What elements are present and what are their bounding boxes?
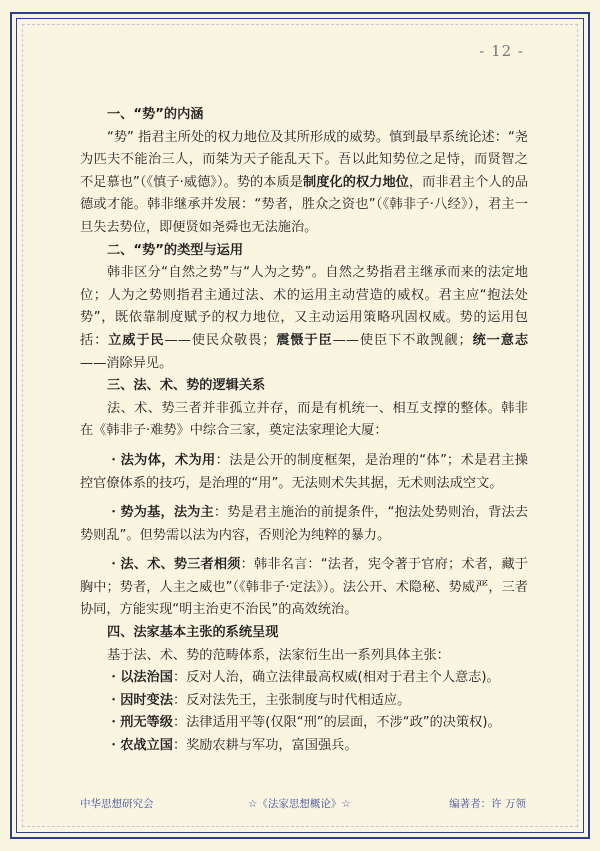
- list-item: ・以法治国：反对人治，确立法律最高权威(相对于君主个人意志)。: [107, 670, 500, 686]
- paragraph: 韩非区分“自然之势”与“人为之势”。自然之势指君主继承而来的法定地位；人为之势则指君主通过法、术的运用主动营造的威权。君主应“抱法处势”，既依靠制度赋予的权力地位，又主动运用策略巩固权威。势的运用包括：立威于民——使民众敬畏；震慑于臣——使臣下不敢觊觎；统一意志——消除异见。: [80, 265, 529, 371]
- list-item-title: 势为基，法为主: [120, 505, 214, 521]
- list-item-text: ：法是公开的制度框架，是治理的“体”；术是君主操控官僚体系的技巧，是治理的“用”。无法则术失其据，无术则法成空文。: [80, 452, 528, 491]
- emphasis: 制度化的权力地位: [303, 174, 409, 190]
- page-number: - 12 -: [479, 42, 524, 60]
- list-item: ・因时变法：反对法先王，主张制度与时代相适应。: [107, 692, 411, 708]
- list-item-title: 农战立国: [120, 738, 173, 754]
- paragraph: “势” 指君主所处的权力地位及其所形成的威势。慎到最早系统论述：“尧为匹夫不能治三人，而桀为天子能乱天下。吾以此知势位之足恃，而贤智之不足慕也”（《慎子·威德》）。势的本质是制度化的权力地位，而非君主个人的品德或才能。韩非继承并发展：“势者，胜众之资也”（《韩非子·八经》），君主一旦失去势位，即便贤如尧舜也无法施治。: [80, 129, 529, 235]
- emphasis: 统一意志: [471, 332, 529, 348]
- list-item-title: 因时变法: [120, 692, 173, 708]
- document-body: [80, 104, 528, 758]
- footer-author: 编著者：许 万领: [449, 798, 526, 810]
- list-item-text: ：韩非名言：“法者，宪令著于官府；术者，藏于胸中；势者，人主之威也”（《韩非子·定法》）。法公开、术隐秘、势威严，三者协同，方能实现“明主治吏不治民”的高效统治。: [80, 557, 529, 618]
- list-item-text: ：势是君主施治的前提条件，“抱法处势则治，背法去势则乱”。但势需以法为内容，否则沦为纯粹的暴力。: [80, 505, 529, 543]
- paragraph: 法、术、势三者并非孤立并存，而是有机统一、相互支撑的整体。韩非在《韩非子·难势》中综合三家，奠定法家理论大厦：: [80, 400, 528, 439]
- footer-book-title: ☆《法家思想概论》☆: [248, 798, 351, 810]
- list-item-text: ：反对人治，确立法律最高权威(相对于君主个人意志)。: [172, 670, 500, 686]
- list-item: ・法为体，术为用：法是公开的制度框架，是治理的“体”；术是君主操控官僚体系的技巧，是治理的“用”。无法则术失其据，无术则法成空文。: [80, 452, 528, 491]
- list-item: ・势为基，法为主：势是君主施治的前提条件，“抱法处势则治，背法去势则乱”。但势需以法为内容，否则沦为纯粹的暴力。: [80, 505, 529, 543]
- paragraph: 基于法、术、势的范畴体系，法家衍生出一系列具体主张：: [107, 647, 450, 663]
- section-heading: 一、“势”的内涵: [107, 107, 204, 122]
- section-heading: 三、法、术、势的逻辑关系: [107, 378, 266, 394]
- list-item-title: 以法治国: [120, 670, 173, 686]
- emphasis: 震慑于臣: [275, 332, 333, 348]
- list-item-text: ：法律适用平等(仅限“刑”的层面，不涉“政”的决策权)。: [172, 715, 501, 731]
- list-item-title: 刑无等级: [120, 715, 173, 731]
- emphasis: 立威于民: [108, 332, 165, 348]
- list-item: ・农战立国：奖励农耕与军功，富国强兵。: [107, 738, 358, 754]
- list-item-title: 法、术、势三者相须: [120, 557, 241, 573]
- list-item: ・法、术、势三者相须：韩非名言：“法者，宪令著于官府；术者，藏于胸中；势者，人主之威也”（《韩非子·定法》）。法公开、术隐秘、势威严，三者协同，方能实现“明主治吏不治民”的高效统治。: [80, 557, 529, 618]
- section-heading: 四、法家基本主张的系统呈现: [107, 625, 279, 641]
- list-item-text: ：奖励农耕与军功，富国强兵。: [172, 738, 358, 754]
- list-item: ・刑无等级：法律适用平等(仅限“刑”的层面，不涉“政”的决策权)。: [107, 715, 501, 731]
- section-heading: 二、“势”的类型与运用: [107, 242, 244, 258]
- footer-organization: 中华思想研究会: [80, 798, 154, 810]
- list-item-text: ：反对法先王，主张制度与时代相适应。: [172, 692, 411, 708]
- list-item-title: 法为体，术为用: [120, 452, 216, 468]
